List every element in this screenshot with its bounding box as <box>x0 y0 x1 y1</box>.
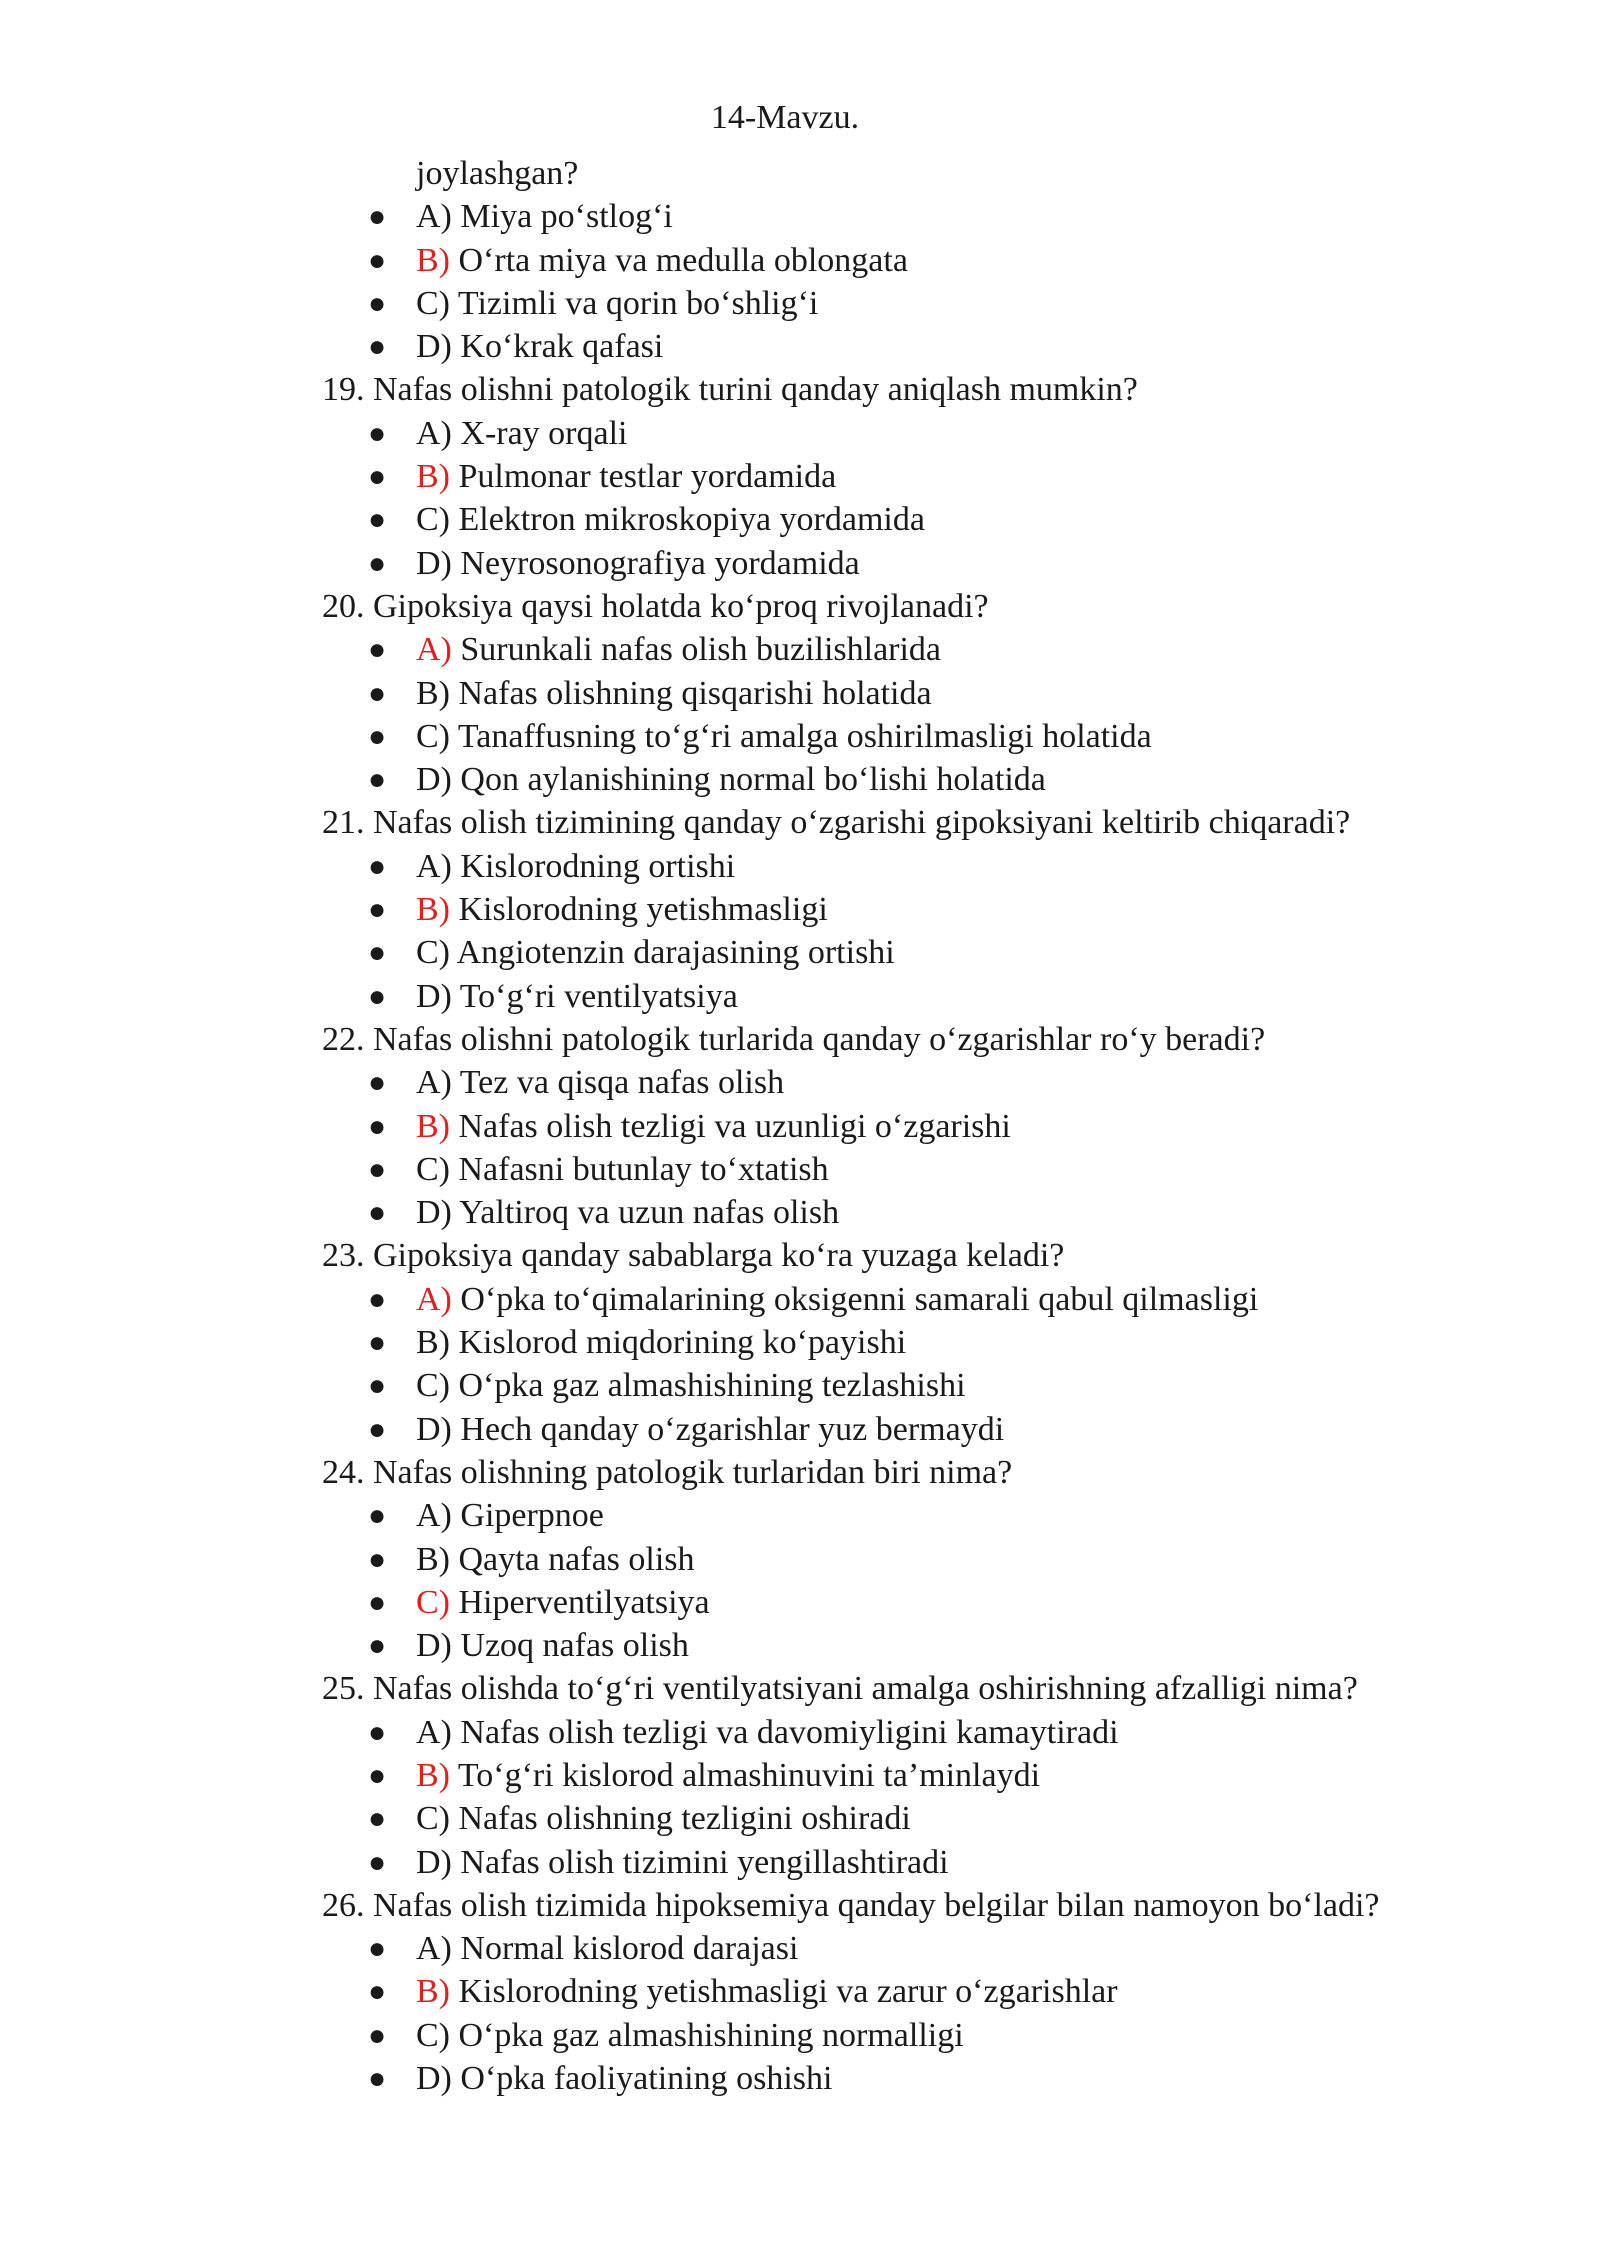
bullet-icon: ● <box>368 1499 387 1533</box>
option-item <box>322 1408 1572 1451</box>
option-item <box>322 542 1572 585</box>
option-item <box>322 758 1572 801</box>
bullet-icon: ● <box>368 1758 387 1792</box>
question-title: 21. Nafas olish tizimining qanday o‘zgarishi gipoksiyani keltirib chiqaradi? <box>322 804 1351 842</box>
option-letter: D) <box>416 328 452 366</box>
option-list <box>322 1278 1572 1451</box>
bullet-icon: ● <box>368 200 387 234</box>
option-item <box>322 975 1572 1018</box>
bullet-icon: ● <box>368 2018 387 2052</box>
option-text: Hiperventilyatsiya <box>450 1583 710 1621</box>
question-block <box>322 585 1572 801</box>
option-text: Qon aylanishining normal bo‘lishi holatida <box>451 761 1046 799</box>
option-item <box>322 1797 1572 1840</box>
option-text: Nafas olishning qisqarishi holatida <box>450 674 932 712</box>
option-item <box>322 1754 1572 1797</box>
bullet-icon: ● <box>368 286 387 320</box>
bullet-icon: ● <box>368 416 387 450</box>
question-continuation <box>322 152 1572 368</box>
option-text: X-ray orqali <box>451 414 628 452</box>
option-text: Elektron mikroskopiya yordamida <box>450 501 925 539</box>
option-text: Qayta nafas olish <box>450 1540 695 1578</box>
option-letter: A) <box>416 847 452 885</box>
option-text: Tizimli va qorin bo‘shlig‘i <box>450 284 819 322</box>
option-letter: A) <box>416 414 452 452</box>
option-letter: C) <box>416 1367 450 1405</box>
option-text: Angiotenzin darajasining ortishi <box>450 934 895 972</box>
bullet-icon: ● <box>368 546 387 580</box>
bullet-icon: ● <box>368 893 387 927</box>
option-item <box>322 412 1572 455</box>
bullet-icon: ● <box>368 1715 387 1749</box>
option-text: Ko‘krak qafasi <box>451 328 664 366</box>
question-title: 25. Nafas olishda to‘g‘ri ventilyatsiyani amalga oshirishning afzalligi nima? <box>322 1670 1358 1708</box>
option-item <box>322 195 1572 238</box>
option-item <box>322 628 1572 671</box>
question-title: 23. Gipoksiya qanday sabablarga ko‘ra yuzaga keladi? <box>322 1237 1065 1275</box>
option-letter: C) <box>416 284 450 322</box>
option-text: Normal kislorod darajasi <box>451 1930 799 1968</box>
option-letter-correct: B) <box>416 1973 450 2011</box>
bullet-icon: ● <box>368 1845 387 1879</box>
option-item <box>322 239 1572 282</box>
question-block <box>322 1884 1572 2100</box>
option-item <box>322 1624 1572 1667</box>
option-text: Uzoq nafas olish <box>451 1627 689 1665</box>
quiz-content <box>322 152 1572 2100</box>
option-list <box>322 1494 1572 1667</box>
bullet-icon: ● <box>368 1629 387 1663</box>
option-text: Kislorodning ortishi <box>451 847 736 885</box>
option-text: Nafasni butunlay to‘xtatish <box>450 1150 829 1188</box>
option-text: Neyrosonografiya yordamida <box>451 544 860 582</box>
bullet-icon: ● <box>368 633 387 667</box>
option-item <box>322 498 1572 541</box>
bullet-icon: ● <box>368 763 387 797</box>
option-item <box>322 1581 1572 1624</box>
option-item <box>322 2057 1572 2100</box>
option-letter: C) <box>416 2016 450 2054</box>
option-letter: C) <box>416 501 450 539</box>
option-text: O‘pka to‘qimalarining oksigenni samarali qabul qilmasligi <box>451 1280 1259 1318</box>
option-text: Hech qanday o‘zgarishlar yuz bermaydi <box>451 1410 1005 1448</box>
bullet-icon: ● <box>368 2062 387 2096</box>
question-block <box>322 1451 1572 1667</box>
question-continuation-text: joylashgan? <box>416 155 579 192</box>
question-title: 20. Gipoksiya qaysi holatda ko‘proq rivojlanadi? <box>322 587 989 625</box>
option-letter-correct: B) <box>416 241 450 279</box>
option-item <box>322 1927 1572 1970</box>
question-title: 22. Nafas olishni patologik turlarida qanday o‘zgarishlar ro‘y beradi? <box>322 1020 1266 1058</box>
bullet-icon: ● <box>368 676 387 710</box>
bullet-icon: ● <box>368 1975 387 2009</box>
bullet-icon: ● <box>368 1066 387 1100</box>
option-text: Giperpnoe <box>451 1497 604 1535</box>
option-letter: A) <box>416 1497 452 1535</box>
option-text: Kislorodning yetishmasligi <box>450 891 828 929</box>
option-text: Tez va qisqa nafas olish <box>451 1064 785 1102</box>
question-block <box>322 801 1572 1017</box>
option-item <box>322 1538 1572 1581</box>
option-letter: A) <box>416 1713 452 1751</box>
bullet-icon: ● <box>368 1196 387 1230</box>
option-text: Kislorodning yetishmasligi va zarur o‘zgarishlar <box>450 1973 1118 2011</box>
option-list <box>322 1927 1572 2100</box>
page-title: 14-Mavzu. <box>710 99 860 136</box>
option-letter: D) <box>416 761 452 799</box>
option-item <box>322 1061 1572 1104</box>
option-item <box>322 455 1572 498</box>
option-text: Nafas olish tezligi va davomiyligini kamaytiradi <box>451 1713 1119 1751</box>
option-letter-correct: C) <box>416 1583 450 1621</box>
option-letter: C) <box>416 1800 450 1838</box>
question-title: 19. Nafas olishni patologik turini qanday aniqlash mumkin? <box>322 371 1138 409</box>
bullet-icon: ● <box>368 1542 387 1576</box>
question-block <box>322 368 1572 584</box>
bullet-icon: ● <box>368 1282 387 1316</box>
question-block <box>322 1018 1572 1234</box>
bullet-icon: ● <box>368 979 387 1013</box>
option-text: Nafas olishning tezligini oshiradi <box>450 1800 911 1838</box>
option-letter: A) <box>416 1064 452 1102</box>
bullet-icon: ● <box>368 936 387 970</box>
option-letter-correct: B) <box>416 1756 450 1794</box>
option-item <box>322 1278 1572 1321</box>
bullet-icon: ● <box>368 460 387 494</box>
option-text: O‘rta miya va medulla oblongata <box>450 241 908 279</box>
bullet-icon: ● <box>368 330 387 364</box>
question-list <box>322 368 1572 2100</box>
option-letter-correct: B) <box>416 891 450 929</box>
option-text: O‘pka gaz almashishining tezlashishi <box>450 1367 966 1405</box>
option-list <box>322 628 1572 801</box>
option-text: To‘g‘ri kislorod almashinuvini ta’minlaydi <box>450 1756 1041 1794</box>
option-letter: C) <box>416 717 450 755</box>
bullet-icon: ● <box>368 1326 387 1360</box>
option-text: Miya po‘stlog‘i <box>451 198 673 236</box>
question-block <box>322 1234 1572 1450</box>
question-title: 26. Nafas olish tizimida hipoksemiya qanday belgilar bilan namoyon bo‘ladi? <box>322 1886 1380 1924</box>
bullet-icon: ● <box>368 719 387 753</box>
option-list <box>322 845 1572 1018</box>
option-text: Kislorod miqdorining ko‘payishi <box>450 1324 907 1362</box>
bullet-icon: ● <box>368 1802 387 1836</box>
option-letter: D) <box>416 977 452 1015</box>
option-item <box>322 672 1572 715</box>
option-text: Surunkali nafas olish buzilishlarida <box>451 631 942 669</box>
option-text: Nafas olish tizimini yengillashtiradi <box>451 1843 949 1881</box>
option-list <box>322 412 1572 585</box>
option-letter: D) <box>416 1194 452 1232</box>
option-letter: D) <box>416 2060 452 2098</box>
bullet-icon: ● <box>368 849 387 883</box>
option-letter-correct: A) <box>416 1280 452 1318</box>
option-text: O‘pka gaz almashishining normalligi <box>450 2016 964 2054</box>
option-letter: B) <box>416 1540 450 1578</box>
option-list <box>322 195 1572 368</box>
bullet-icon: ● <box>368 1932 387 1966</box>
option-letter: C) <box>416 934 450 972</box>
option-item <box>322 1970 1572 2013</box>
option-item <box>322 1105 1572 1148</box>
option-letter: B) <box>416 1324 450 1362</box>
option-item <box>322 1148 1572 1191</box>
option-item <box>322 715 1572 758</box>
option-text: Pulmonar testlar yordamida <box>450 458 837 496</box>
option-item <box>322 931 1572 974</box>
option-letter: D) <box>416 1627 452 1665</box>
option-item <box>322 1841 1572 1884</box>
option-letter: C) <box>416 1150 450 1188</box>
option-item <box>322 2014 1572 2057</box>
bullet-icon: ● <box>368 1585 387 1619</box>
option-item <box>322 888 1572 931</box>
bullet-icon: ● <box>368 1109 387 1143</box>
option-item <box>322 282 1572 325</box>
question-block <box>322 1667 1572 1883</box>
option-letter: D) <box>416 544 452 582</box>
question-title: 24. Nafas olishning patologik turlaridan biri nima? <box>322 1453 1013 1491</box>
bullet-icon: ● <box>368 1152 387 1186</box>
bullet-icon: ● <box>368 503 387 537</box>
option-item <box>322 1364 1572 1407</box>
option-letter: B) <box>416 674 450 712</box>
option-letter: A) <box>416 1930 452 1968</box>
option-text: To‘g‘ri ventilyatsiya <box>451 977 738 1015</box>
option-list <box>322 1711 1572 1884</box>
bullet-icon: ● <box>368 1369 387 1403</box>
option-item <box>322 1494 1572 1537</box>
option-item <box>322 1191 1572 1234</box>
option-text: Nafas olish tezligi va uzunligi o‘zgarishi <box>450 1107 1011 1145</box>
option-item <box>322 1711 1572 1754</box>
option-item <box>322 1321 1572 1364</box>
option-letter: D) <box>416 1843 452 1881</box>
option-list <box>322 1061 1572 1234</box>
option-letter-correct: A) <box>416 631 452 669</box>
option-letter: A) <box>416 198 452 236</box>
option-letter: D) <box>416 1410 452 1448</box>
option-letter-correct: B) <box>416 1107 450 1145</box>
option-item <box>322 325 1572 368</box>
option-text: Tanaffusning to‘g‘ri amalga oshirilmasligi holatida <box>450 717 1152 755</box>
bullet-icon: ● <box>368 243 387 277</box>
option-text: Yaltiroq va uzun nafas olish <box>451 1194 840 1232</box>
bullet-icon: ● <box>368 1412 387 1446</box>
option-text: O‘pka faoliyatining oshishi <box>451 2060 833 2098</box>
option-letter-correct: B) <box>416 458 450 496</box>
option-item <box>322 845 1572 888</box>
